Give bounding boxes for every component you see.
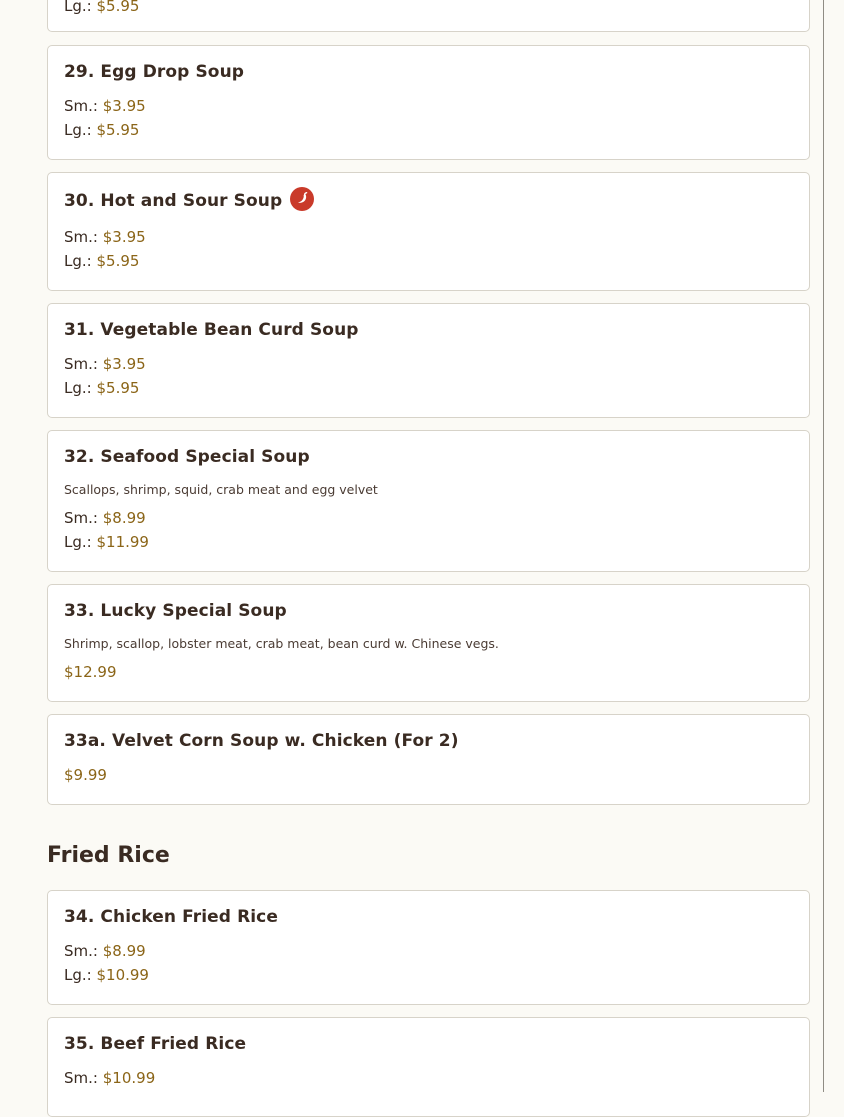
scrollbar-track[interactable] xyxy=(823,0,824,1092)
large-label: Lg.: xyxy=(64,0,92,15)
item-title-row xyxy=(64,189,314,213)
menu-item-card-30[interactable] xyxy=(47,172,810,291)
large-label: Lg.: xyxy=(64,252,92,270)
large-price: $5.95 xyxy=(96,379,140,397)
large-price-line xyxy=(64,379,139,397)
small-price: $3.95 xyxy=(102,97,146,115)
item-title: 31. Vegetable Bean Curd Soup xyxy=(64,320,359,340)
small-price: $8.99 xyxy=(102,509,146,527)
item-title: 33. Lucky Special Soup xyxy=(64,601,287,621)
large-label: Lg.: xyxy=(64,966,92,984)
menu-item-card-34[interactable] xyxy=(47,890,810,1005)
item-description: Scallops, shrimp, squid, crab meat and egg velvet xyxy=(64,482,378,497)
small-label: Sm.: xyxy=(64,1069,98,1087)
item-price: $12.99 xyxy=(64,663,117,681)
hot-pepper-icon xyxy=(290,187,314,211)
large-label: Lg.: xyxy=(64,379,92,397)
small-price-line xyxy=(64,942,146,960)
large-price: $5.95 xyxy=(96,252,140,270)
large-price-line xyxy=(64,121,139,139)
large-price-line xyxy=(64,533,149,551)
item-title: 32. Seafood Special Soup xyxy=(64,447,310,467)
item-title: 29. Egg Drop Soup xyxy=(64,62,245,82)
large-label: Lg.: xyxy=(64,121,92,139)
small-price: $8.99 xyxy=(102,942,146,960)
large-price: $5.95 xyxy=(96,0,140,15)
section-title-fried-rice: Fried Rice xyxy=(47,843,170,868)
small-price-line xyxy=(64,355,146,373)
price-line xyxy=(64,766,107,784)
large-price-line xyxy=(64,0,139,15)
menu-item-card-35[interactable] xyxy=(47,1017,810,1117)
small-label: Sm.: xyxy=(64,355,98,373)
item-price: $9.99 xyxy=(64,766,107,784)
small-price-line xyxy=(64,509,146,527)
small-price: $10.99 xyxy=(102,1069,156,1087)
small-price-line xyxy=(64,1069,155,1087)
menu-item-card-31[interactable] xyxy=(47,303,810,418)
menu-item-card-28[interactable] xyxy=(47,0,810,32)
small-price: $3.95 xyxy=(102,355,146,373)
item-title: 34. Chicken Fried Rice xyxy=(64,907,278,927)
item-title: 33a. Velvet Corn Soup w. Chicken (For 2) xyxy=(64,731,459,751)
menu-item-card-33[interactable] xyxy=(47,584,810,702)
small-label: Sm.: xyxy=(64,942,98,960)
small-label: Sm.: xyxy=(64,228,98,246)
item-title: 30. Hot and Sour Soup xyxy=(64,191,283,211)
large-price: $11.99 xyxy=(96,533,149,551)
large-price: $10.99 xyxy=(96,966,149,984)
menu-item-card-33a[interactable] xyxy=(47,714,810,805)
item-title: 35. Beef Fried Rice xyxy=(64,1034,247,1054)
small-price: $3.95 xyxy=(102,228,146,246)
item-description: Shrimp, scallop, lobster meat, crab meat, bean curd w. Chinese vegs. xyxy=(64,636,499,651)
menu-item-card-32[interactable] xyxy=(47,430,810,572)
large-label: Lg.: xyxy=(64,533,92,551)
menu-item-card-29[interactable] xyxy=(47,45,810,160)
small-label: Sm.: xyxy=(64,97,98,115)
small-price-line xyxy=(64,228,146,246)
large-price-line xyxy=(64,252,139,270)
price-line xyxy=(64,663,117,681)
small-label: Sm.: xyxy=(64,509,98,527)
large-price-line xyxy=(64,966,149,984)
large-price: $5.95 xyxy=(96,121,140,139)
small-price-line xyxy=(64,97,146,115)
